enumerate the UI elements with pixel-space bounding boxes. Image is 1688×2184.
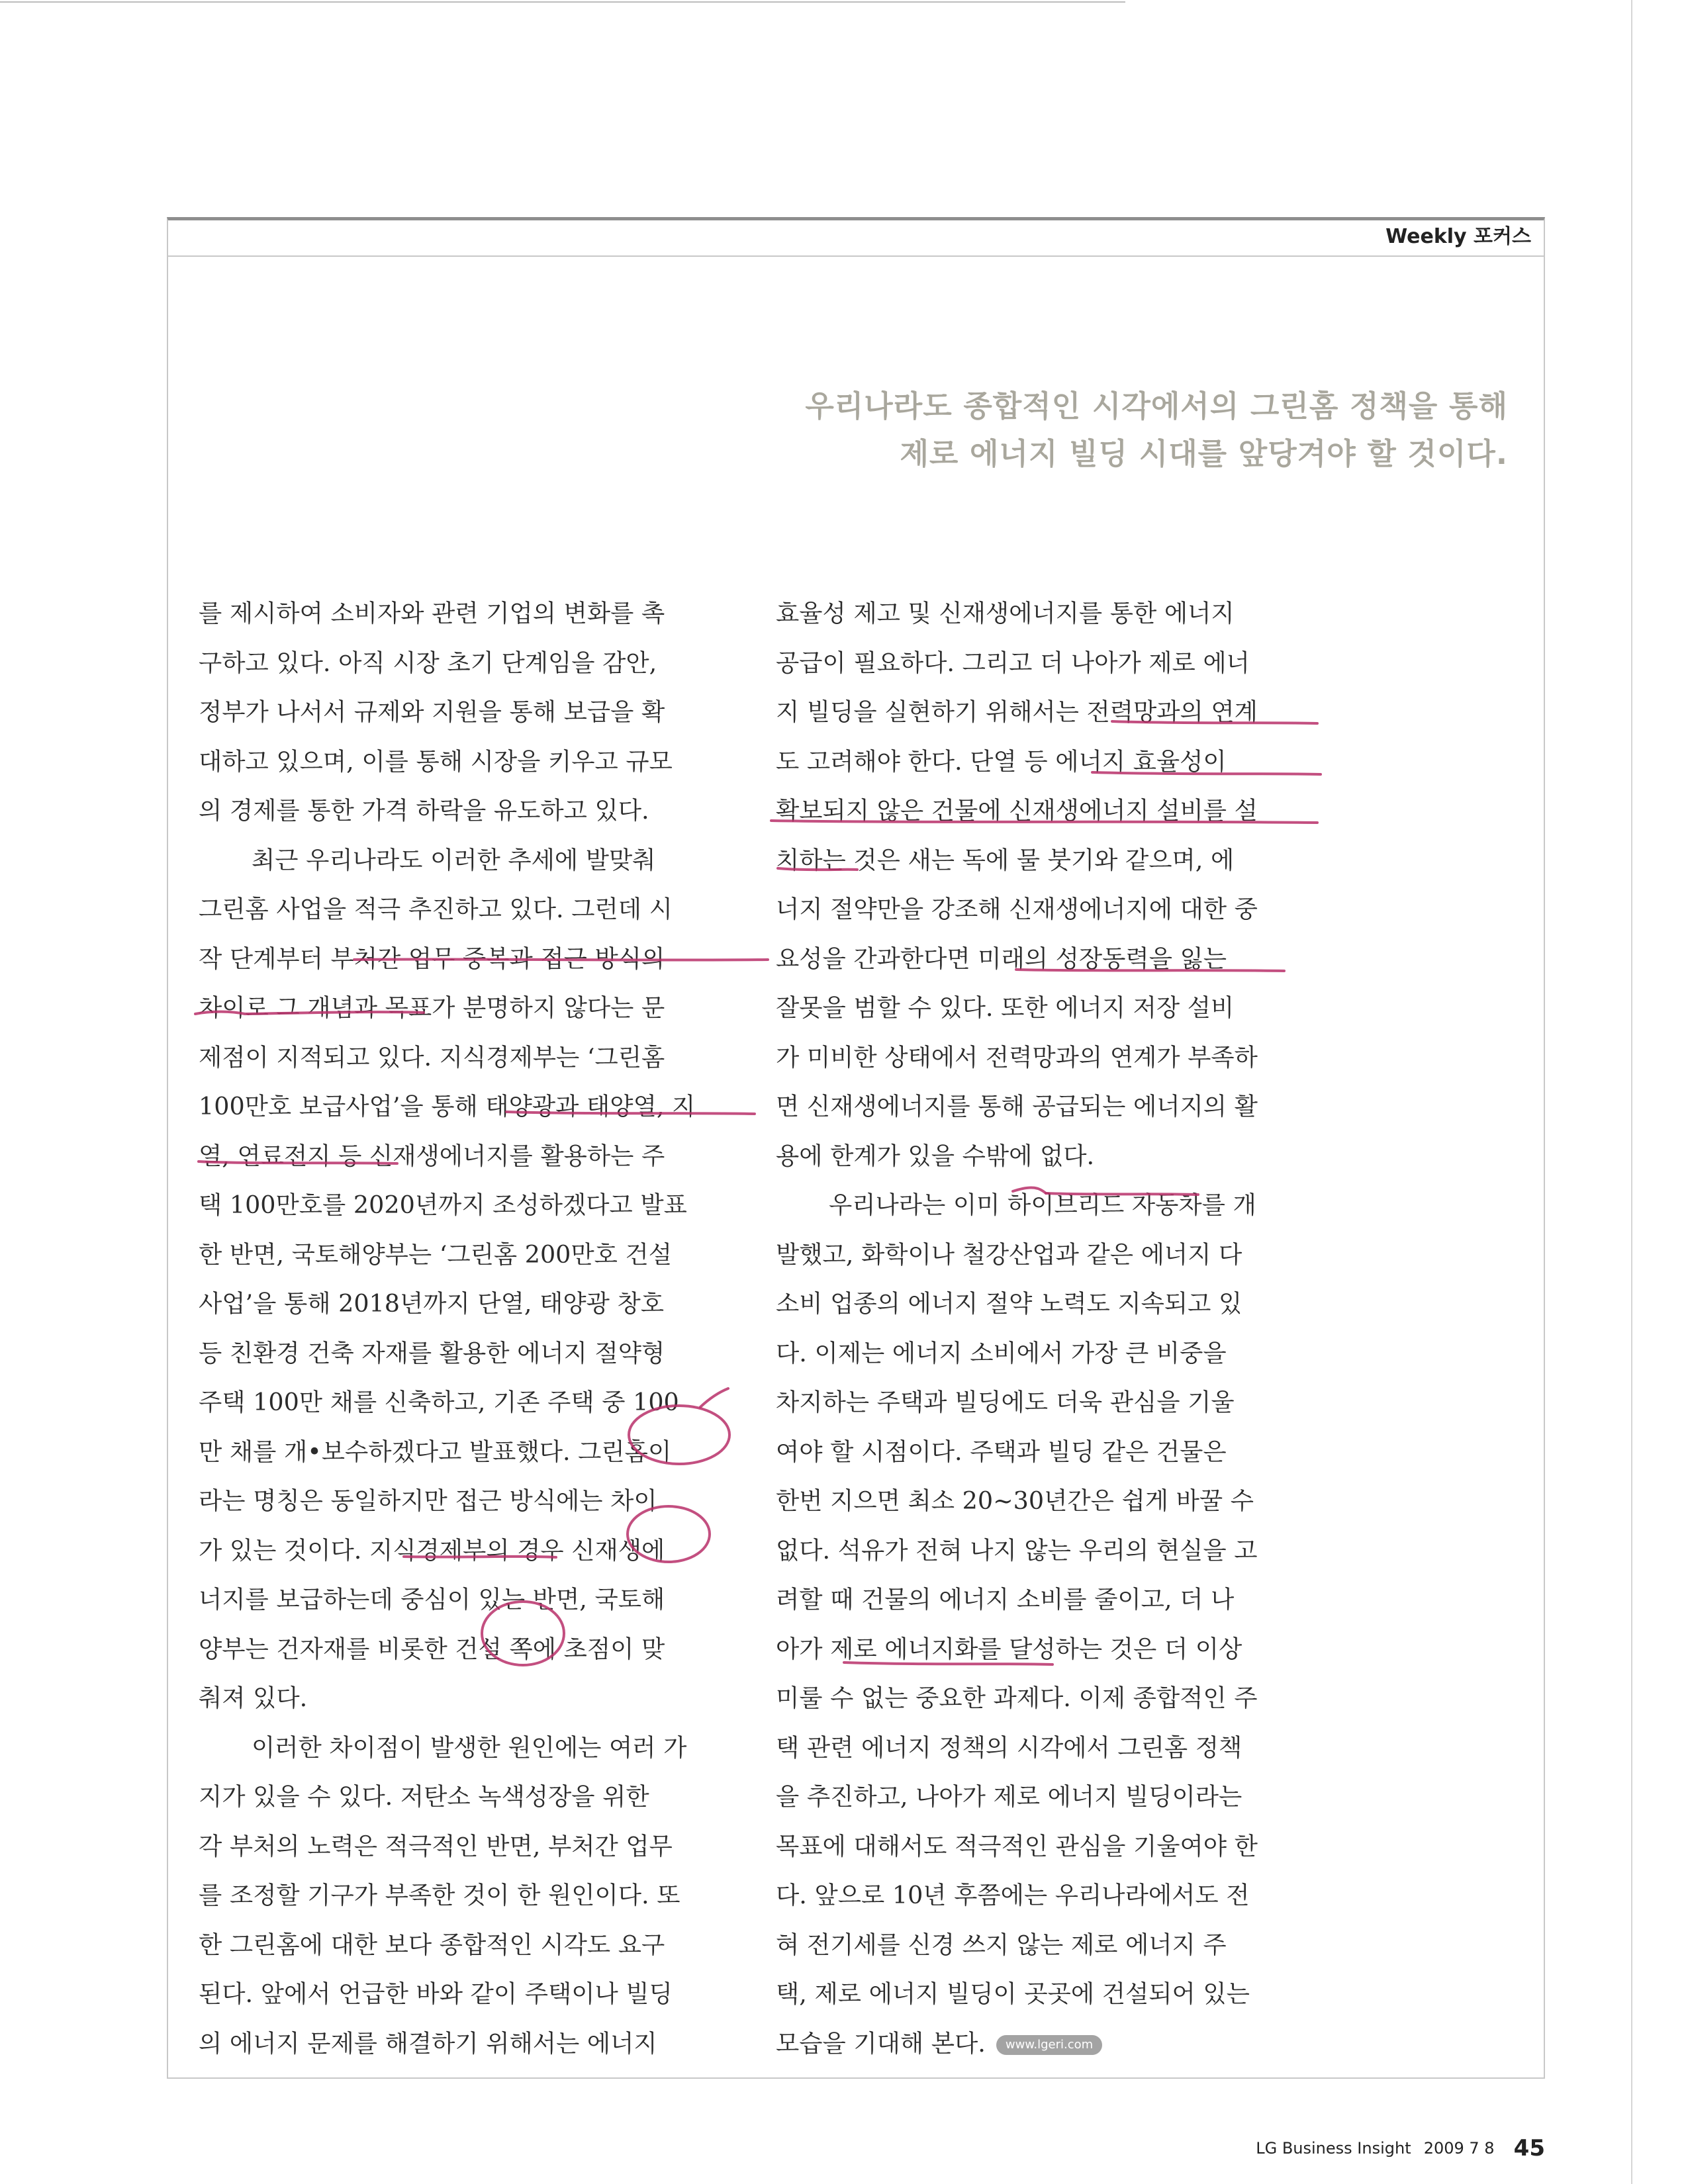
- text-line: [776, 1526, 1319, 1576]
- text-line: [776, 1033, 1319, 1083]
- text-line: [776, 1575, 1319, 1625]
- text-line: [776, 885, 1319, 934]
- text-line: [776, 1329, 1319, 1379]
- text-line-content: 다. 이제는 에너지 소비에서 가장 큰 비중을: [776, 1338, 1227, 1367]
- text-line: [199, 1674, 741, 1723]
- text-line: [199, 1279, 741, 1329]
- text-line-content: 이러한 차이점이 발생한 원인에는 여러 가: [252, 1733, 687, 1762]
- text-line-content: 의 경제를 통한 가격 하락을 유도하고 있다.: [199, 796, 649, 825]
- text-line: [199, 1921, 741, 1970]
- text-line: [776, 1428, 1319, 1477]
- text-line-content: 각 부처의 노력은 적극적인 반면, 부처간 업무: [199, 1831, 673, 1860]
- text-line-content: 를 조정할 기구가 부족한 것이 한 원인이다. 또: [199, 1881, 680, 1909]
- text-line: [199, 1822, 741, 1872]
- pull-quote-line: 제로 에너지 빌딩 시대를 앞당겨야 할 것이다.: [900, 436, 1508, 471]
- text-line: [776, 1378, 1319, 1428]
- text-line: [199, 1526, 741, 1576]
- text-line: [776, 983, 1319, 1033]
- text-line-content: 발했고, 화학이나 철강산업과 같은 에너지 다: [776, 1240, 1243, 1269]
- text-line-content: 택 100만호를 2020년까지 조성하겠다고 발표: [199, 1191, 687, 1219]
- page-number: 45: [1513, 2135, 1545, 2161]
- text-line: [199, 1625, 741, 1674]
- section-label: Weekly 포커스: [1385, 225, 1531, 248]
- text-line: [199, 1181, 741, 1230]
- text-line: [199, 1033, 741, 1083]
- text-line: [199, 1378, 741, 1428]
- text-line: [776, 786, 1319, 836]
- text-line-content: 정부가 나서서 규제와 지원을 통해 보급을 확: [199, 698, 665, 726]
- text-line-content: 양부는 건자재를 비롯한 건설 쪽에 초점이 맞: [199, 1634, 665, 1663]
- text-line: [776, 589, 1319, 639]
- text-line-content: 소비 업종의 에너지 절약 노력도 지속되고 있: [776, 1289, 1243, 1318]
- text-line-content: 열, 연료전지 등 신재생에너지를 활용하는 주: [199, 1141, 665, 1170]
- text-line: [776, 1082, 1319, 1132]
- text-line: [776, 1921, 1319, 1970]
- text-line-content: 가 미비한 상태에서 전력망과의 연계가 부족하: [776, 1042, 1258, 1071]
- text-line: [199, 1575, 741, 1625]
- text-line-content: 작 단계부터 부처간 업무 중복과 접근 방식의: [199, 944, 665, 973]
- text-line-content: 택 관련 에너지 정책의 시각에서 그린홈 정책: [776, 1733, 1243, 1762]
- text-line-content: 우리나라는 이미 하이브리드 자동차를 개: [829, 1191, 1256, 1219]
- scan-edge-right: [1631, 0, 1632, 2184]
- text-line: [776, 1625, 1319, 1674]
- text-line: [776, 1871, 1319, 1921]
- text-line: [199, 983, 741, 1033]
- header-divider: [167, 255, 1545, 257]
- text-line-content: 등 친환경 건축 자재를 활용한 에너지 절약형: [199, 1338, 665, 1367]
- text-line: [199, 1230, 741, 1280]
- text-line: [776, 737, 1319, 787]
- pull-quote: [805, 383, 1508, 478]
- text-line: [776, 1132, 1319, 1181]
- text-line-content: 도 고려해야 한다. 단열 등 에너지 효율성이: [776, 747, 1227, 776]
- text-line: [776, 1477, 1319, 1526]
- text-line-content: 혀 전기세를 신경 쓰지 않는 제로 에너지 주: [776, 1930, 1227, 1959]
- text-line: [776, 1674, 1319, 1723]
- text-line-content: 100만호 보급사업’을 통해 태양광과 태양열, 지: [199, 1092, 696, 1120]
- text-line: [199, 786, 741, 836]
- text-line-content: 요성을 간과한다면 미래의 성장동력을 잃는: [776, 944, 1227, 973]
- text-line-content: 한 반면, 국토해양부는 ‘그린홈 200만호 건설: [199, 1240, 673, 1269]
- text-line-content: 제점이 지적되고 있다. 지식경제부는 ‘그린홈: [199, 1042, 665, 1071]
- text-line-content: 을 추진하고, 나아가 제로 에너지 빌딩이라는: [776, 1782, 1243, 1811]
- text-line-content: 대하고 있으며, 이를 통해 시장을 키우고 규모: [199, 747, 673, 776]
- text-line-content: 사업’을 통해 2018년까지 단열, 태양광 창호: [199, 1289, 664, 1318]
- text-line: [199, 589, 741, 639]
- website-badge: www.lgeri.com: [996, 2035, 1102, 2055]
- text-line: [199, 1723, 741, 1773]
- text-line-content: 만 채를 개•보수하겠다고 발표했다. 그린홈이: [199, 1437, 672, 1466]
- text-line: [199, 639, 741, 688]
- text-line: [199, 688, 741, 737]
- scan-edge-top: [0, 1, 1125, 3]
- text-line-content: 주택 100만 채를 신축하고, 기존 주택 중 100: [199, 1388, 679, 1416]
- text-line-content: 가 있는 것이다. 지식경제부의 경우 신재생에: [199, 1535, 665, 1565]
- text-line-content: 를 제시하여 소비자와 관련 기업의 변화를 촉: [199, 599, 665, 627]
- text-line-content: 한 그린홈에 대한 보다 종합적인 시각도 요구: [199, 1930, 665, 1959]
- text-line: [776, 1822, 1319, 1872]
- text-line-content: 면 신재생에너지를 통해 공급되는 에너지의 활: [776, 1092, 1258, 1120]
- text-line-content: 치하는 것은 새는 독에 물 붓기와 같으며, 에: [776, 845, 1235, 874]
- text-line-content: 여야 할 시점이다. 주택과 빌딩 같은 건물은: [776, 1437, 1227, 1466]
- right-text-column: [776, 589, 1319, 2068]
- text-line-content: 공급이 필요하다. 그리고 더 나아가 제로 에너: [776, 648, 1250, 677]
- text-line-content: 모습을 기대해 본다.: [776, 2028, 986, 2058]
- text-line: [776, 934, 1319, 984]
- text-line: [776, 836, 1319, 886]
- text-line-content: 아가 제로 에너지화를 달성하는 것은 더 이상: [776, 1634, 1243, 1663]
- issue-date: 2009 7 8: [1423, 2139, 1495, 2158]
- text-line-content: 효율성 제고 및 신재생에너지를 통한 에너지: [776, 599, 1235, 627]
- text-line: [776, 2019, 1319, 2069]
- text-line-content: 목표에 대해서도 적극적인 관심을 기울여야 한: [776, 1831, 1258, 1860]
- text-line-content: 택, 제로 에너지 빌딩이 곳곳에 건설되어 있는: [776, 1979, 1250, 2008]
- text-line: [199, 2019, 741, 2069]
- text-line: [199, 1082, 741, 1132]
- text-line: [199, 1477, 741, 1526]
- text-line-content: 그린홈 사업을 적극 추진하고 있다. 그런데 시: [199, 895, 673, 923]
- text-line-content: 미룰 수 없는 중요한 과제다. 이제 종합적인 주: [776, 1684, 1258, 1712]
- text-line-content: 라는 명칭은 동일하지만 접근 방식에는 차이: [199, 1486, 657, 1515]
- page-footer: [1256, 2135, 1545, 2161]
- text-line-content: 잘못을 범할 수 있다. 또한 에너지 저장 설비: [776, 993, 1235, 1022]
- text-line: [776, 1723, 1319, 1773]
- text-line: [199, 1329, 741, 1379]
- text-line-content: 용에 한계가 있을 수밖에 없다.: [776, 1141, 1095, 1170]
- text-line: [776, 1181, 1319, 1230]
- text-line-content: 된다. 앞에서 언급한 바와 같이 주택이나 빌딩: [199, 1979, 673, 2008]
- text-line-content: 다. 앞으로 10년 후쯤에는 우리나라에서도 전: [776, 1881, 1250, 1909]
- text-line-content: 확보되지 않은 건물에 신재생에너지 설비를 설: [776, 796, 1258, 825]
- text-line-content: 구하고 있다. 아직 시장 초기 단계임을 감안,: [199, 648, 657, 677]
- text-line-content: 너지를 보급하는데 중심이 있는 반면, 국토해: [199, 1585, 665, 1614]
- text-line: [199, 737, 741, 787]
- text-line: [776, 1970, 1319, 2019]
- publication-name: LG Business Insight: [1256, 2139, 1411, 2158]
- text-line: [199, 1970, 741, 2019]
- left-text-column: [199, 589, 741, 2068]
- text-line: [199, 1871, 741, 1921]
- text-line: [199, 1772, 741, 1822]
- text-line-content: 의 에너지 문제를 해결하기 위해서는 에너지: [199, 2028, 657, 2058]
- text-line-content: 춰져 있다.: [199, 1684, 308, 1712]
- text-line: [199, 1132, 741, 1181]
- text-line: [776, 639, 1319, 688]
- text-line: [199, 934, 741, 984]
- text-line: [199, 885, 741, 934]
- text-line: [776, 688, 1319, 737]
- text-line-content: 너지 절약만을 강조해 신재생에너지에 대한 중: [776, 895, 1258, 923]
- text-line-content: 려할 때 건물의 에너지 소비를 줄이고, 더 나: [776, 1585, 1235, 1614]
- text-line-content: 없다. 석유가 전혀 나지 않는 우리의 현실을 고: [776, 1535, 1258, 1565]
- text-line-content: 차지하는 주택과 빌딩에도 더욱 관심을 기울: [776, 1388, 1235, 1416]
- text-line: [776, 1230, 1319, 1280]
- text-line: [199, 1428, 741, 1477]
- text-line-content: 지가 있을 수 있다. 저탄소 녹색성장을 위한: [199, 1782, 649, 1811]
- text-line-content: 지 빌딩을 실현하기 위해서는 전력망과의 연계: [776, 698, 1258, 726]
- text-line-content: 최근 우리나라도 이러한 추세에 발맞춰: [252, 845, 656, 874]
- text-line: [776, 1279, 1319, 1329]
- pull-quote-line: 우리나라도 종합적인 시각에서의 그린홈 정책을 통해: [805, 388, 1508, 424]
- text-line-content: 한번 지으면 최소 20~30년간은 쉽게 바꿀 수: [776, 1486, 1254, 1515]
- text-line: [776, 1772, 1319, 1822]
- text-line-content: 차이로 그 개념과 목표가 분명하지 않다는 문: [199, 993, 665, 1022]
- text-line: [199, 836, 741, 886]
